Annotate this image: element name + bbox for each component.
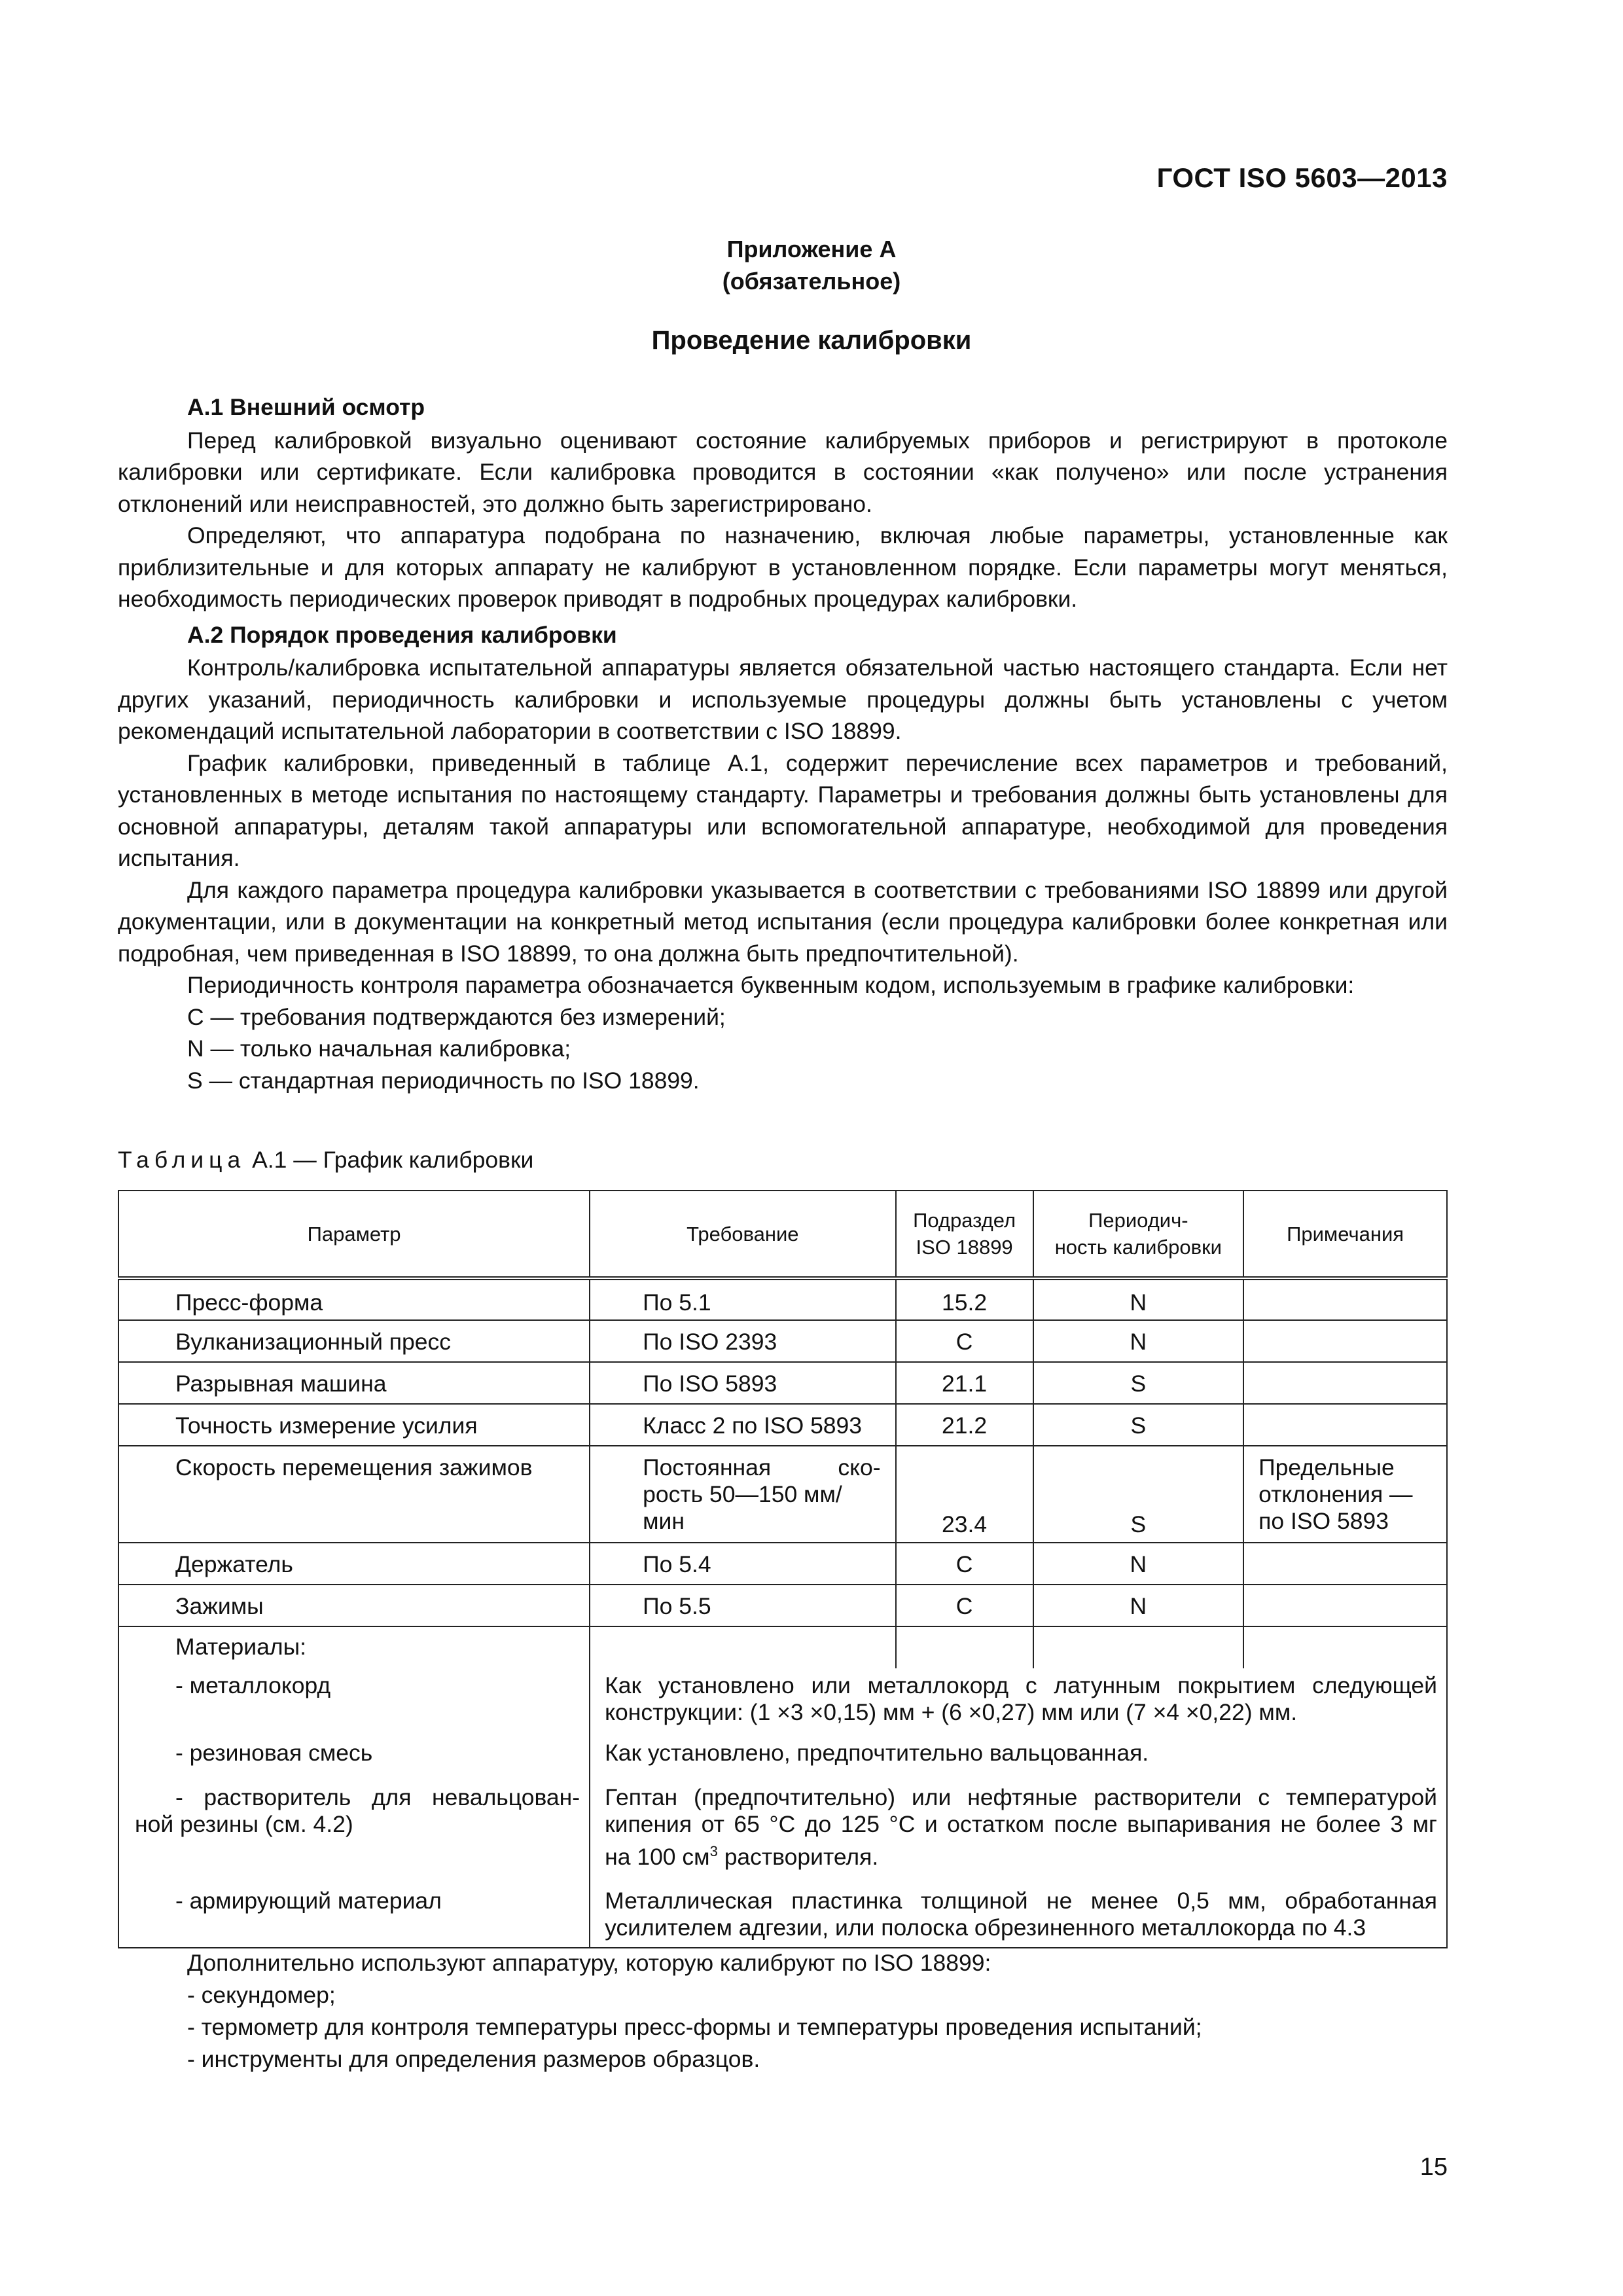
empty-cell bbox=[1243, 1626, 1447, 1668]
table-caption-text: А.1 — График калибровки bbox=[245, 1147, 534, 1173]
section-a2-paragraph: График калибровки, приведенный в таблице А.1, содержит перечисление всех параметров и требований, установленных в методе испытания по настоящему стандарту. Параметры и требования должны быть установлены для основной аппаратуры, деталям такой аппаратуры или вспомогательной аппаратуре, необходимой для проведения испытания. bbox=[118, 749, 1448, 871]
body-text bbox=[118, 391, 1448, 1096]
header-requirement: Требование bbox=[590, 1191, 896, 1278]
table-row bbox=[118, 1446, 1447, 1543]
material-description-line: Как установлено или металлокорд с латунным покрытием следующей bbox=[605, 1672, 1437, 1698]
table-row bbox=[118, 1362, 1447, 1404]
material-name-line: ной резины (см. 4.2) bbox=[135, 1811, 353, 1837]
table-row bbox=[118, 1585, 1447, 1626]
header-periodicity bbox=[1033, 1191, 1244, 1278]
header-periodicity-line: Периодич- bbox=[1088, 1209, 1188, 1232]
page-number: 15 bbox=[1419, 2153, 1448, 2181]
section-a1-paragraph: Перед калибровкой визуально оценивают состояние калибруемых приборов и регистрируют в протоколе калибровки или сертификате. Если калибровка проводится в состоянии «как получено» или после устранения отклонений или неисправностей, это должно быть зарегистрировано. bbox=[118, 427, 1448, 517]
section-a2-paragraph: Для каждого параметра процедура калибровки указывается в соответствии с требованиями ISO 18899 или другой документации, или в документации на конкретный метод испытания (если процедура калибровки более конкретная или подробная, чем приведенная в ISO 18899, то она должна быть предпочтительной). bbox=[118, 876, 1448, 967]
standard-code: ГОСТ ISO 5603—2013 bbox=[1156, 162, 1448, 193]
list-item: - термометр для контроля температуры пресс-формы и температуры проведения испытаний; bbox=[187, 2014, 1202, 2040]
appendix-title: Приложение А bbox=[726, 236, 897, 262]
additional-equipment bbox=[118, 1947, 1448, 2075]
material-name-line: - растворитель для невальцован- bbox=[175, 1784, 580, 1810]
material-description-line: усилителем адгезии, или полоска обрезиненного металлокорда по 4.3 bbox=[605, 1914, 1366, 1941]
code-item: N — только начальная калибровка; bbox=[187, 1035, 571, 1062]
header-subsection bbox=[896, 1191, 1033, 1278]
section-a2-paragraph: Контроль/калибровка испытательной аппаратуры является обязательной частью настоящего стандарта. Если нет других указаний, периодичность калибровки и используемые процедуры должны быть установлены с учетом рекомендаций испытательной лаборатории в соответствии с ISO 18899. bbox=[118, 655, 1448, 744]
material-row bbox=[118, 1771, 1447, 1876]
list-item: - секундомер; bbox=[187, 1982, 336, 2008]
cell-periodicity: S bbox=[1033, 1446, 1244, 1543]
material-description bbox=[590, 1668, 1447, 1737]
cell-notes bbox=[1243, 1278, 1447, 1320]
cell-subsection: 21.1 bbox=[896, 1362, 1033, 1404]
cell-param: Скорость перемещения зажимов bbox=[118, 1446, 590, 1543]
appendix-subtitle: (обязательное) bbox=[722, 268, 901, 295]
cell-periodicity: N bbox=[1033, 1320, 1244, 1362]
material-row bbox=[118, 1876, 1447, 1948]
table-caption-prefix: Таблица bbox=[118, 1147, 246, 1173]
material-description-text: на 100 см bbox=[605, 1843, 710, 1870]
cell-requirement: Класс 2 по ISO 5893 bbox=[590, 1404, 896, 1446]
table-row bbox=[118, 1543, 1447, 1585]
cell-param: Точность измерение усилия bbox=[118, 1404, 590, 1446]
cell-subsection: С bbox=[896, 1320, 1033, 1362]
cell-periodicity: S bbox=[1033, 1404, 1244, 1446]
list-item: - инструменты для определения размеров образцов. bbox=[187, 2046, 760, 2072]
cell-subsection: С bbox=[896, 1543, 1033, 1585]
empty-cell bbox=[590, 1626, 896, 1668]
material-name bbox=[118, 1771, 590, 1876]
material-row bbox=[118, 1668, 1447, 1737]
cell-notes bbox=[1243, 1446, 1447, 1543]
section-a1-heading: А.1 Внешний осмотр bbox=[187, 394, 425, 420]
cell-notes-line: отклонения — bbox=[1258, 1481, 1413, 1507]
cell-periodicity: N bbox=[1033, 1543, 1244, 1585]
material-row bbox=[118, 1737, 1447, 1771]
cell-periodicity: N bbox=[1033, 1278, 1244, 1320]
material-description-line: кипения от 65 °С до 125 °С и остатком после выпаривания не более 3 мг bbox=[605, 1811, 1437, 1837]
header-subsection-line: ISO 18899 bbox=[916, 1236, 1013, 1259]
cell-periodicity: S bbox=[1033, 1362, 1244, 1404]
appendix-heading bbox=[0, 233, 1623, 297]
material-description bbox=[590, 1876, 1447, 1948]
page-title: Проведение калибровки bbox=[651, 326, 972, 355]
material-name: - армирующий материал bbox=[118, 1876, 590, 1948]
cell-requirement: По 5.4 bbox=[590, 1543, 896, 1585]
material-description-text: растворителя. bbox=[717, 1843, 879, 1870]
cell-requirement-line: рость 50—150 мм/мин bbox=[643, 1481, 842, 1534]
header-param: Параметр bbox=[118, 1191, 590, 1278]
cell-param: Зажимы bbox=[118, 1585, 590, 1626]
cell-notes bbox=[1243, 1585, 1447, 1626]
section-a2-heading: А.2 Порядок проведения калибровки bbox=[187, 621, 617, 648]
cell-notes bbox=[1243, 1362, 1447, 1404]
superscript: 3 bbox=[709, 1843, 718, 1859]
material-name: - металлокорд bbox=[118, 1668, 590, 1737]
cell-subsection: С bbox=[896, 1585, 1033, 1626]
material-description: Как установлено, предпочтительно вальцованная. bbox=[590, 1737, 1447, 1771]
cell-subsection: 23.4 bbox=[896, 1446, 1033, 1543]
material-description-line bbox=[605, 1838, 1437, 1871]
cell-requirement-line: Постоянная ско- bbox=[643, 1454, 881, 1480]
empty-cell bbox=[896, 1626, 1033, 1668]
table-row bbox=[118, 1278, 1447, 1320]
cell-requirement: По ISO 5893 bbox=[590, 1362, 896, 1404]
cell-notes bbox=[1243, 1320, 1447, 1362]
header-periodicity-line: ность калибровки bbox=[1054, 1236, 1222, 1259]
empty-cell bbox=[1033, 1626, 1244, 1668]
table-row bbox=[118, 1320, 1447, 1362]
cell-param: Пресс-форма bbox=[118, 1278, 590, 1320]
table-header-row bbox=[118, 1191, 1447, 1278]
code-item: С — требования подтверждаются без измерений; bbox=[187, 1003, 726, 1030]
section-a1-paragraph: Определяют, что аппаратура подобрана по назначению, включая любые параметры, установленные как приблизительные и для которых аппарату не калибруют в установленном порядке. Если параметры могут меняться, необходимость периодических проверок приводят в подробных процедурах калибровки. bbox=[118, 522, 1448, 612]
material-name: - резиновая смесь bbox=[118, 1737, 590, 1771]
cell-param: Разрывная машина bbox=[118, 1362, 590, 1404]
cell-requirement: По 5.1 bbox=[590, 1278, 896, 1320]
table-row bbox=[118, 1404, 1447, 1446]
header-notes: Примечания bbox=[1243, 1191, 1447, 1278]
cell-param: Держатель bbox=[118, 1543, 590, 1585]
cell-notes bbox=[1243, 1404, 1447, 1446]
material-description-line: Металлическая пластинка толщиной не менее 0,5 мм, обработанная bbox=[605, 1888, 1437, 1914]
additional-intro: Дополнительно используют аппаратуру, которую калибруют по ISO 18899: bbox=[187, 1950, 991, 1976]
cell-requirement bbox=[590, 1446, 896, 1543]
cell-notes-line: по ISO 5893 bbox=[1258, 1508, 1389, 1534]
materials-label: Материалы: bbox=[118, 1626, 590, 1668]
material-description-line: Гептан (предпочтительно) или нефтяные растворители с температурой bbox=[605, 1784, 1437, 1810]
materials-label-row bbox=[118, 1626, 1447, 1668]
header-subsection-line: Подраздел bbox=[913, 1209, 1016, 1232]
cell-subsection: 15.2 bbox=[896, 1278, 1033, 1320]
cell-requirement: По ISO 2393 bbox=[590, 1320, 896, 1362]
cell-param: Вулканизационный пресс bbox=[118, 1320, 590, 1362]
material-description bbox=[590, 1771, 1447, 1876]
cell-subsection: 21.2 bbox=[896, 1404, 1033, 1446]
cell-notes-line: Предельные bbox=[1258, 1454, 1395, 1480]
cell-periodicity: N bbox=[1033, 1585, 1244, 1626]
cell-notes bbox=[1243, 1543, 1447, 1585]
cell-requirement: По 5.5 bbox=[590, 1585, 896, 1626]
calibration-table bbox=[118, 1190, 1448, 1948]
material-description-line: конструкции: (1 ×3 ×0,15) мм + (6 ×0,27) мм или (7 ×4 ×0,22) мм. bbox=[605, 1699, 1298, 1725]
table-caption bbox=[118, 1147, 533, 1174]
code-item: S — стандартная периодичность по ISO 18899. bbox=[187, 1067, 700, 1094]
section-a2-paragraph: Периодичность контроля параметра обозначается буквенным кодом, используемым в графике калибровки: bbox=[187, 972, 1355, 998]
